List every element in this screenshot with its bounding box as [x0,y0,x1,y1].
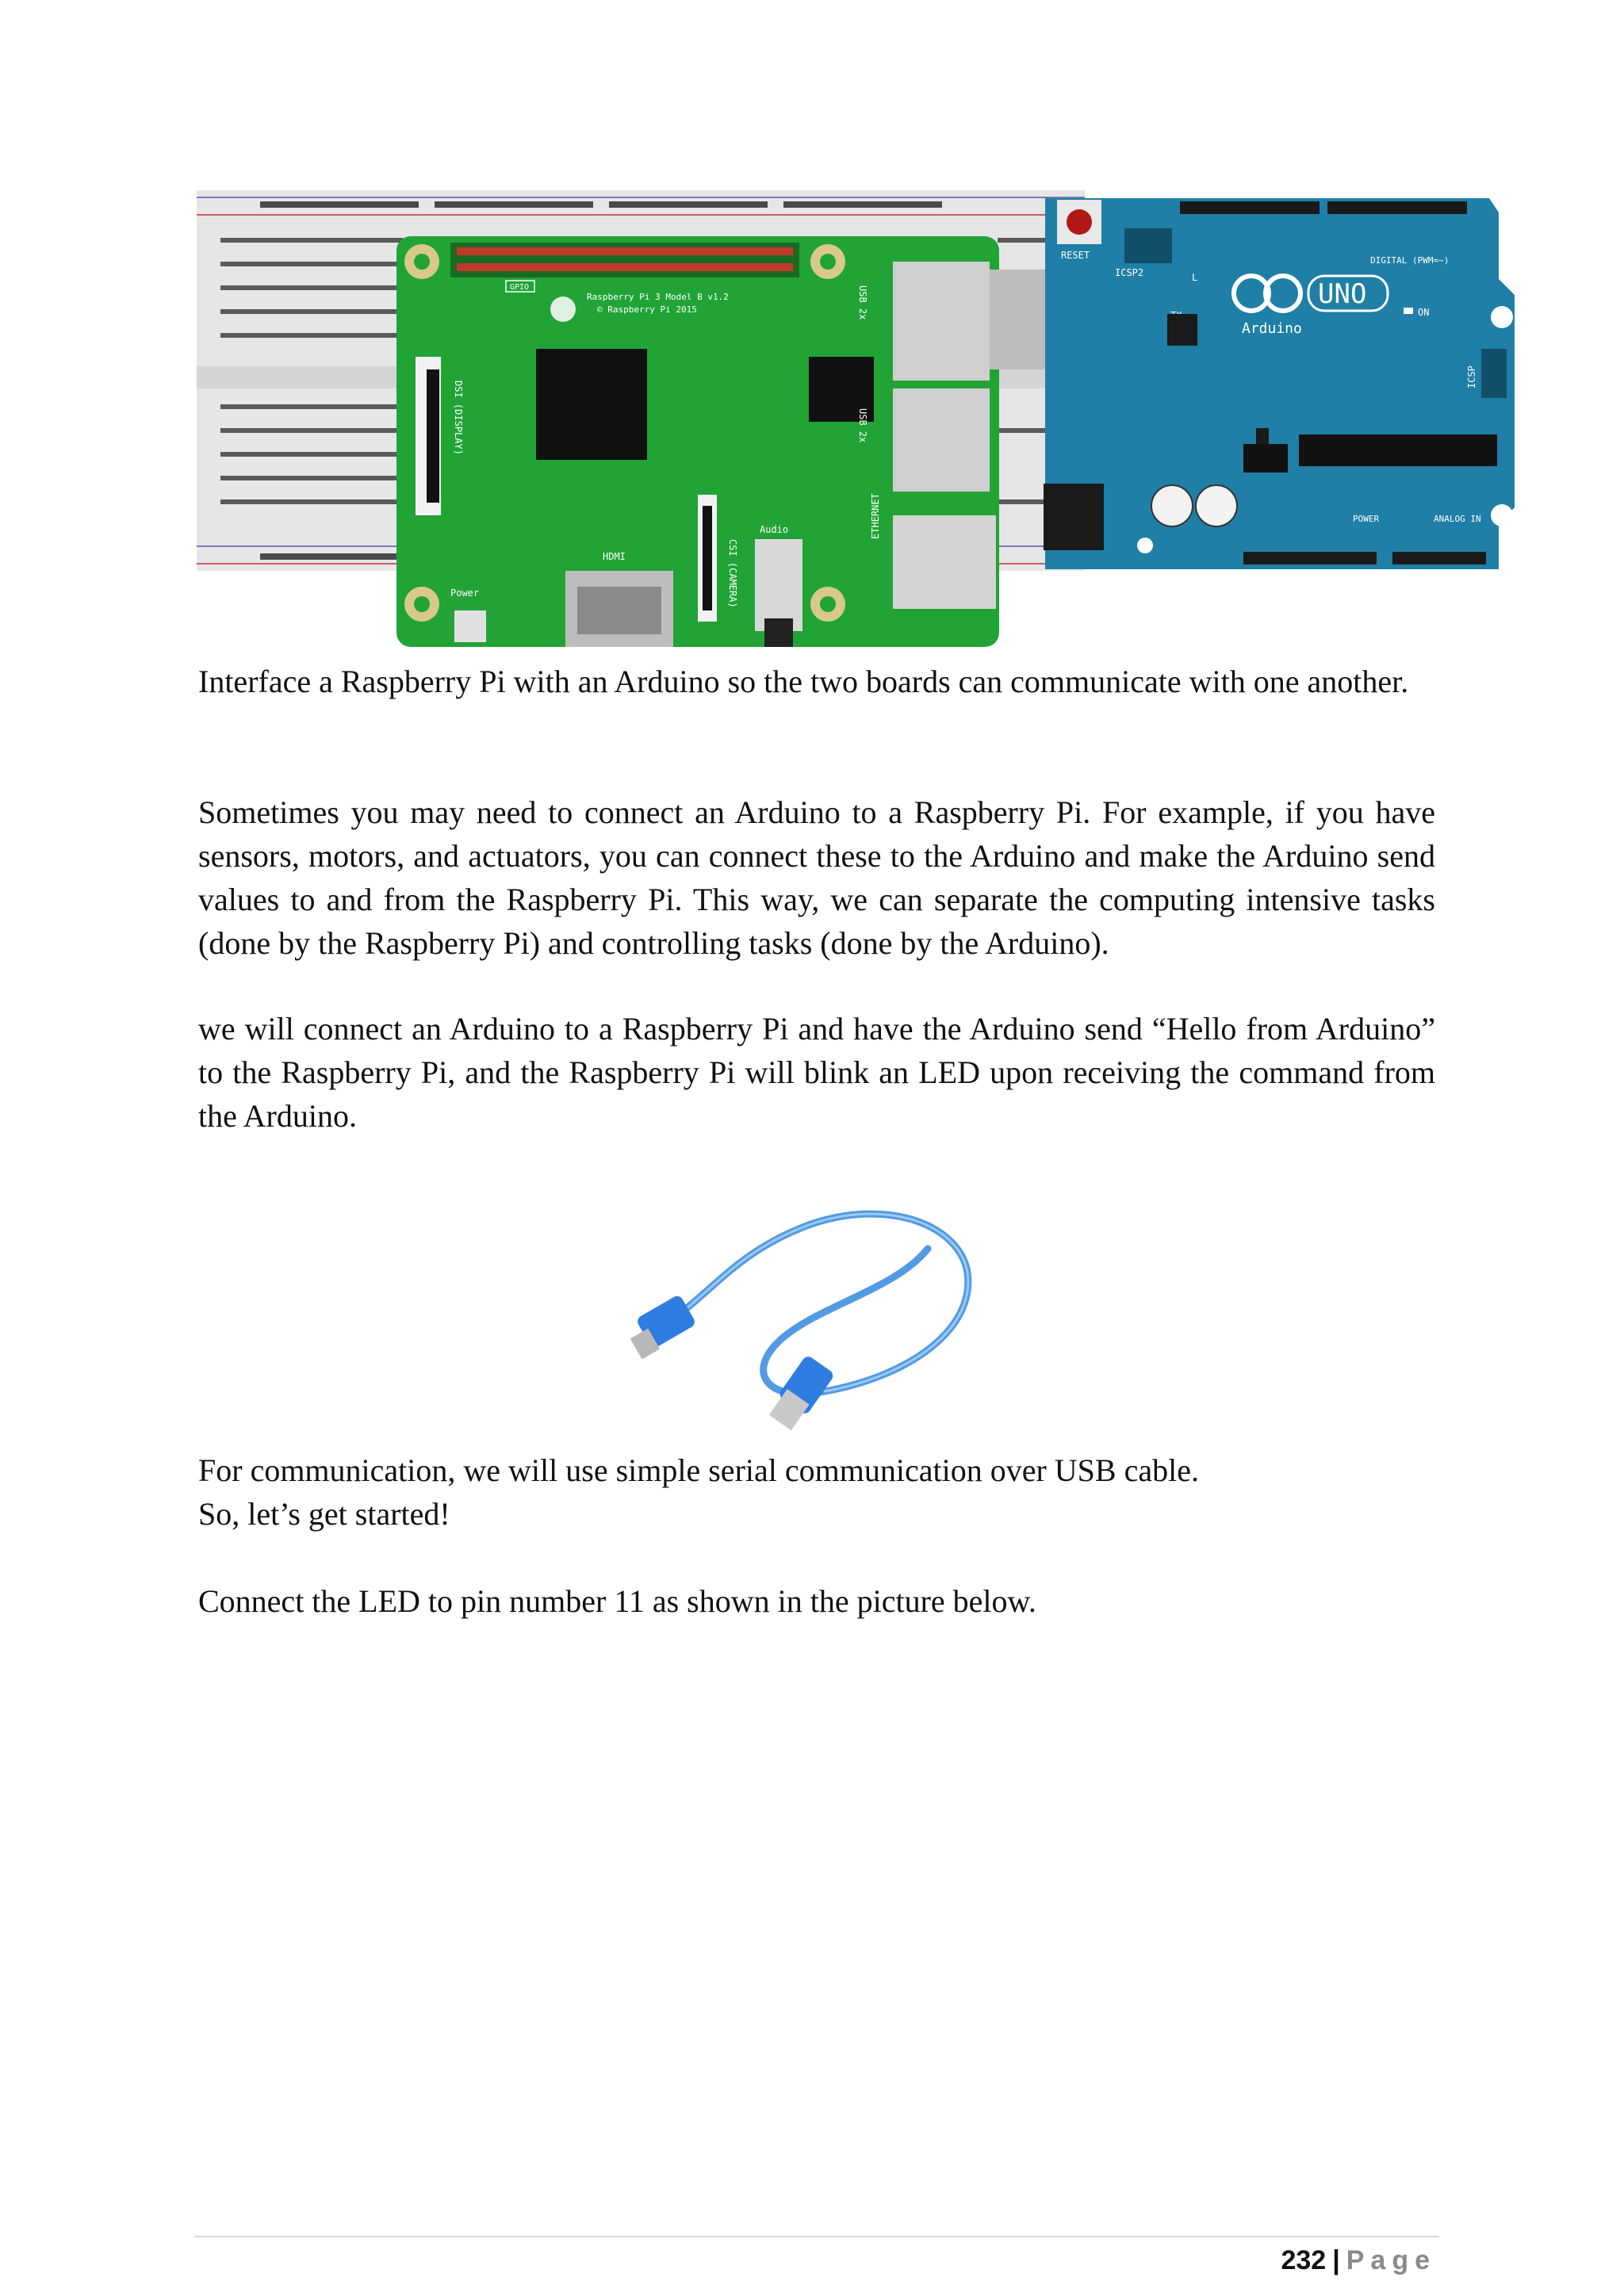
paragraph-started: So, let’s get started! [198,1496,450,1532]
arduino-uno-board [1044,198,1515,569]
arduino-reset-label: RESET [1061,250,1090,261]
pi-power-label: Power [450,587,480,599]
page-word: Page [1346,2245,1436,2275]
page-number: 232 [1281,2245,1327,2275]
arduino-brand-label: Arduino [1242,320,1302,337]
arduino-power-label: POWER [1353,514,1380,524]
raspberry-pi-board [396,236,1045,647]
pi-dsi-label: DSI (DISPLAY) [453,381,464,455]
usb-cable-photo [626,1185,999,1431]
pi-audio-label: Audio [760,524,789,535]
arduino-l-label: L [1192,272,1198,283]
arduino-icsp-label: ICSP [1466,365,1477,388]
pi-copyright-label: © Raspberry Pi 2015 [597,304,697,315]
raspberry-pi-arduino-illustration [197,190,1529,647]
arduino-uno-label: UNO [1318,278,1367,310]
pi-usb1-label: USB 2x [857,285,868,320]
pi-hdmi-label: HDMI [603,551,626,562]
pi-usb2-label: USB 2x [857,408,868,443]
paragraph-intro: Interface a Raspberry Pi with an Arduino so the two boards can communicate with one another. [198,664,1409,699]
paragraph-communication: For communication, we will use simple serial communication over USB cable. [198,1452,1199,1488]
arduino-digital-label: DIGITAL (PWM=~) [1370,255,1450,266]
raspberry-logo-icon [550,297,576,322]
footer-separator: | [1332,2245,1340,2275]
pi-csi-label: CSI (CAMERA) [727,539,738,608]
pi-ethernet-label: ETHERNET [870,493,881,539]
page-footer [1281,2245,1436,2276]
footer-divider [194,2236,1439,2237]
arduino-on-label: ON [1418,307,1430,318]
paragraph-plan: we will connect an Arduino to a Raspberry Pi and have the Arduino send “Hello from Arduino” to the Raspberry Pi, and the Raspberry Pi will blink an LED upon receiving the command from the Arduino. [198,1011,1435,1134]
paragraph-purpose: Sometimes you may need to connect an Arduino to a Raspberry Pi. For example, if you have sensors, motors, and actuators, you can connect these to the Arduino and make the Arduino send values to and from the Raspberry Pi. This way, we can separate the computing intensive tasks (done by the Raspberry Pi) and controlling tasks (done by the Arduino). [198,794,1435,961]
arduino-analog-label: ANALOG IN [1434,514,1481,524]
pi-gpio-label: GPIO [510,283,530,292]
arduino-icsp2-label: ICSP2 [1115,267,1144,278]
pi-model-label: Raspberry Pi 3 Model B v1.2 [587,292,729,302]
paragraph-led: Connect the LED to pin number 11 as shown in the picture below. [198,1583,1036,1619]
